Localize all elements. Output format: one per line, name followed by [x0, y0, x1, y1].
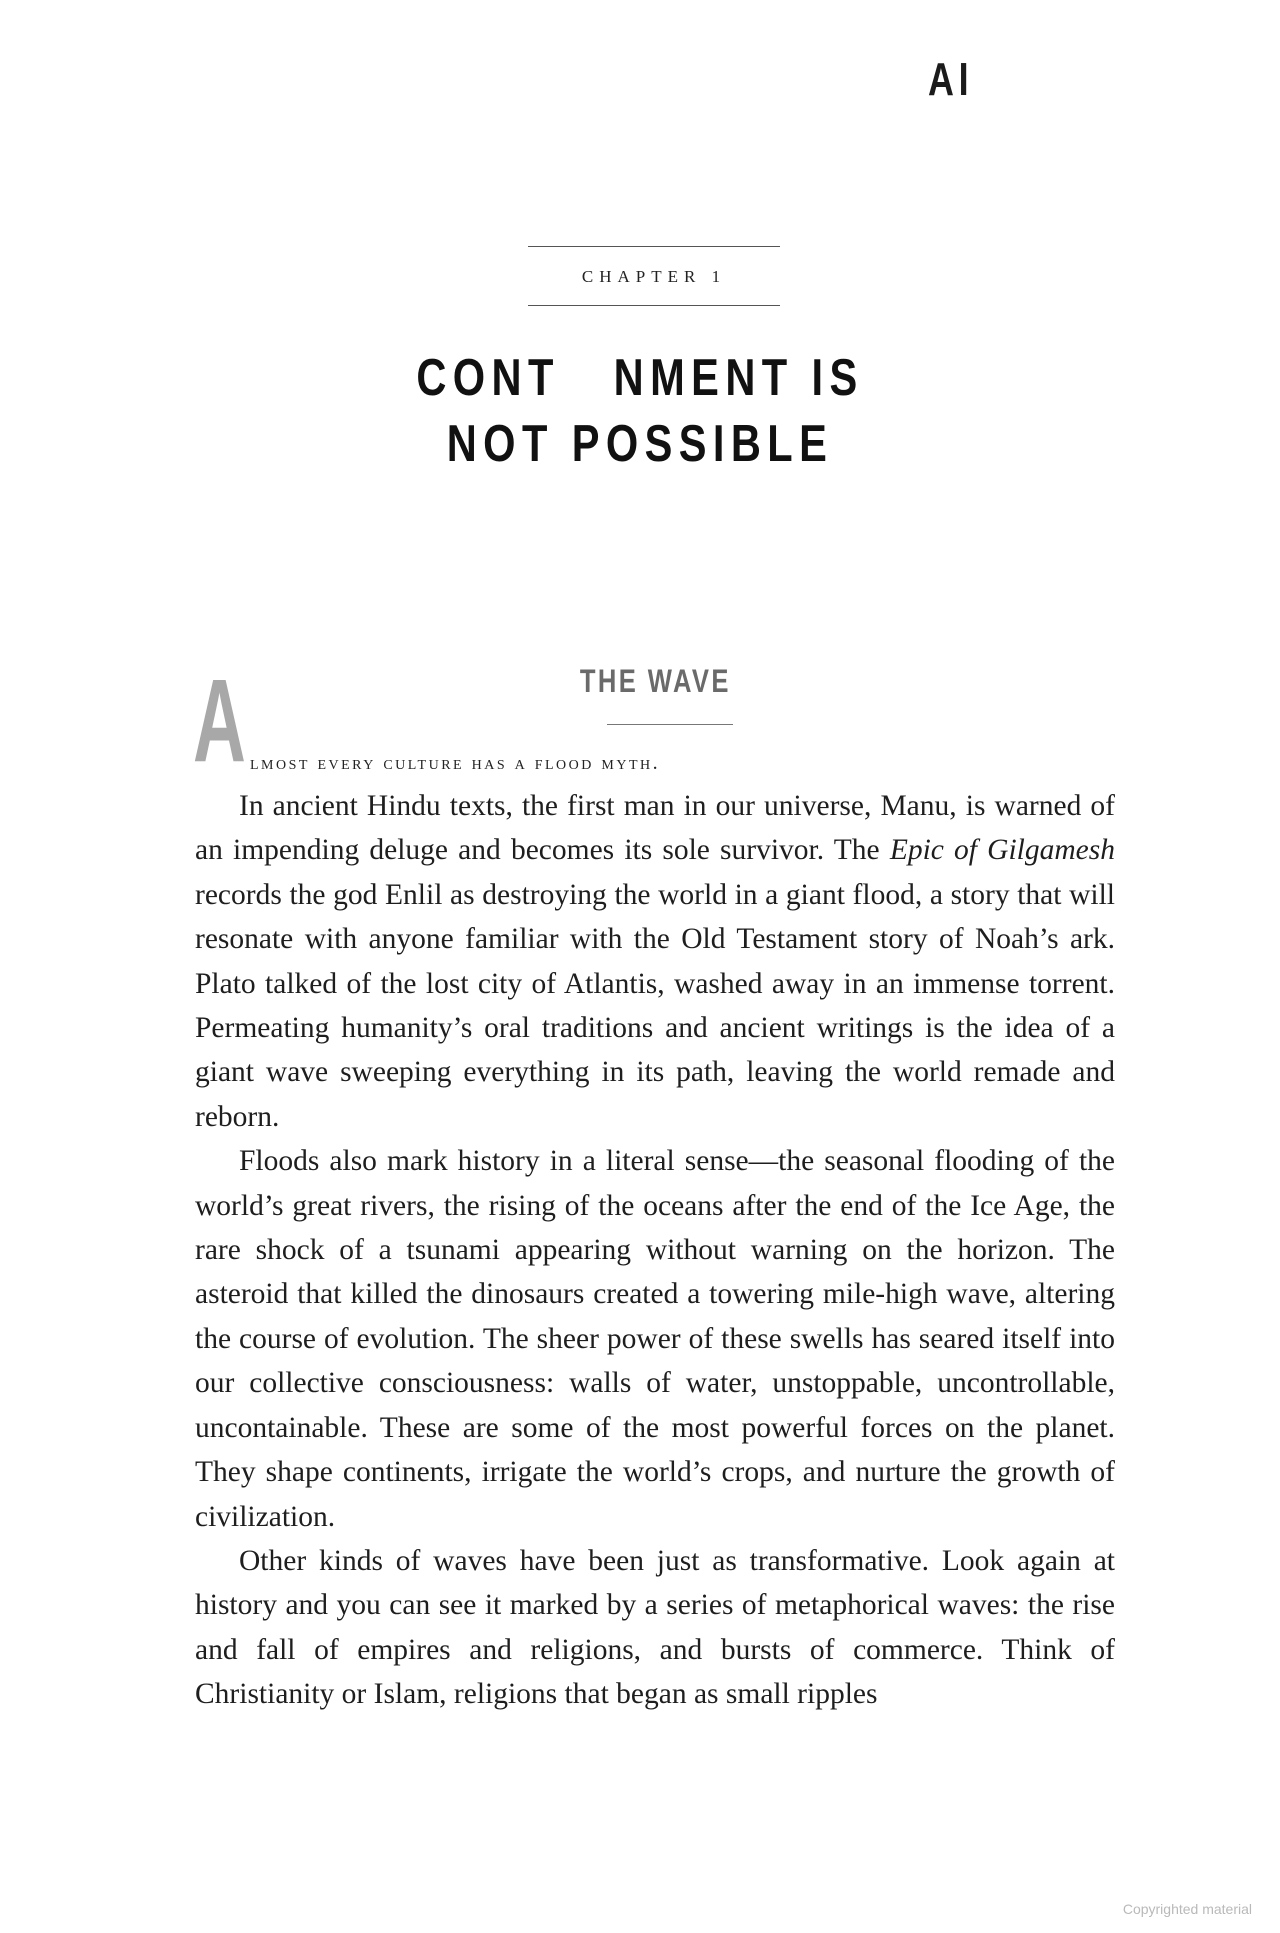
paragraph-1	[195, 784, 1115, 1139]
paragraph-2: Floods also mark history in a literal sense—the seasonal flooding of the world’s great rivers, the rising of the oceans after the end of the Ice Age, the rare shock of a tsunami appearing without warning on the horizon. The asteroid that killed the dinosaurs created a towering mile-high wave, altering the course of evolution. The sheer power of these swells has seared itself into our collective consciousness: walls of water, unstoppable, uncontrollable, uncontainable. These are some of the most powerful forces on the planet. They shape continents, irrigate the world’s crops, and nurture the growth of civilization.	[195, 1145, 1115, 1533]
running-head: AI	[928, 53, 974, 105]
paragraph-1-part-2: records the god Enlil as destroying the world in a giant flood, a story that will resonate with anyone familiar with the Old Testament story of Noah’s ark. Plato talked of the lost city of Atlantis, washed away in an immense torrent. Permeating humanity’s oral traditions and ancient writings is the idea of a giant wave sweeping everything in its path, leaving the world remade and reborn.	[195, 878, 1115, 1133]
section-title-text: THE WAVE	[579, 663, 731, 699]
book-title-italic: Epic of Gilgamesh	[889, 834, 1115, 867]
section-title	[560, 663, 750, 700]
chapter-bottom-rule	[528, 305, 780, 306]
body-text	[195, 784, 1115, 1717]
lead-in-line: lmost every culture has a flood myth.	[250, 752, 661, 774]
section-rule	[607, 724, 733, 725]
chapter-label-block	[528, 246, 780, 306]
drop-cap: A	[193, 655, 246, 787]
copyright-watermark: Copyrighted material	[1122, 1901, 1252, 1917]
paragraph-1-part-1: In ancient Hindu texts, the first man in our universe, Manu, is warned of an impending deluge and becomes its sole survivor. The	[195, 790, 1115, 867]
paragraph-3: Other kinds of waves have been just as transformative. Look again at history and you can see it marked by a series of metaphorical waves: the rise and fall of empires and religions, and bursts of commerce. Think of Christianity or Islam, religions that began as small ripples	[195, 1544, 1115, 1711]
chapter-title-line-2: NOT POSSIBLE	[446, 415, 834, 473]
chapter-label: CHAPTER 1	[581, 267, 727, 286]
chapter-title-line-1: CONT NMENT IS	[416, 349, 864, 407]
chapter-title	[340, 345, 940, 477]
